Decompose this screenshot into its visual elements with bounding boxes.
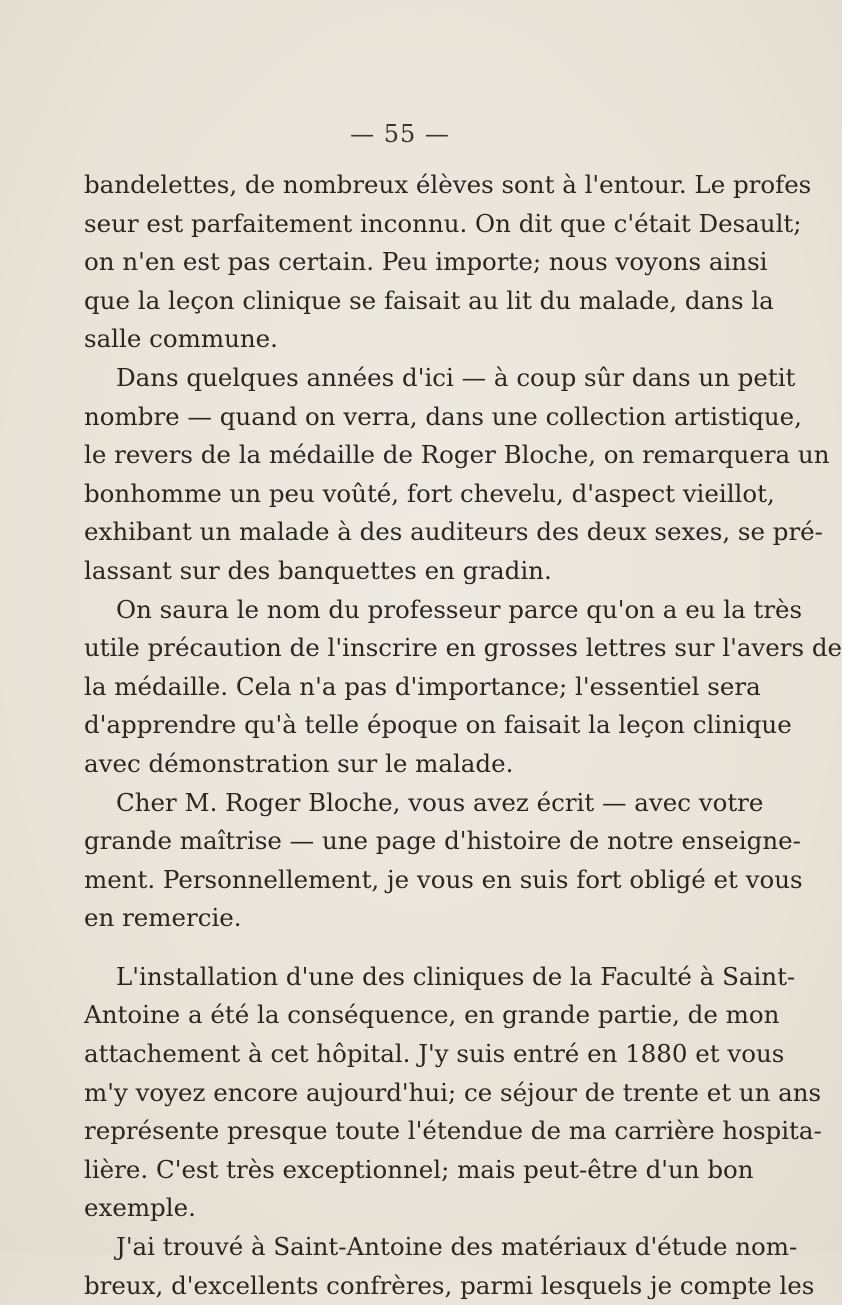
text-line: J'ai trouvé à Saint-Antoine des matériaux d'étude nom- bbox=[116, 1232, 798, 1262]
body-text bbox=[84, 166, 842, 1305]
text-line: exhibant un malade à des auditeurs des deux sexes, se pré- bbox=[84, 517, 823, 547]
text-line: L'installation d'une des cliniques de la Faculté à Saint- bbox=[116, 961, 796, 991]
text-line: salle commune. bbox=[84, 324, 278, 354]
text-line: nombre — quand on verra, dans une collection artistique, bbox=[84, 401, 802, 431]
paragraph-4 bbox=[84, 784, 803, 938]
text-line: utile précaution de l'inscrire en grosses lettres sur l'avers de bbox=[84, 633, 842, 663]
paragraph-3 bbox=[84, 591, 842, 784]
text-line: On saura le nom du professeur parce qu'on a eu la très bbox=[116, 594, 803, 624]
paragraph-1 bbox=[84, 166, 812, 359]
text-line: ment. Personnellement, je vous en suis fort obligé et vous bbox=[84, 864, 803, 894]
text-line: attachement à cet hôpital. J'y suis entré en 1880 et vous bbox=[84, 1039, 785, 1069]
text-line: le revers de la médaille de Roger Bloche, on remarquera un bbox=[84, 440, 830, 470]
paragraph-6 bbox=[84, 1228, 815, 1305]
text-line: avec démonstration sur le malade. bbox=[84, 748, 514, 778]
text-line: Antoine a été la conséquence, en grande partie, de mon bbox=[84, 1000, 780, 1030]
paragraph-2 bbox=[84, 359, 830, 591]
text-line: la médaille. Cela n'a pas d'importance; l'essentiel sera bbox=[84, 671, 761, 701]
text-line: exemple. bbox=[84, 1193, 196, 1223]
text-line: représente presque toute l'étendue de ma carrière hospita- bbox=[84, 1116, 822, 1146]
text-line: grande maîtrise — une page d'histoire de notre enseigne- bbox=[84, 826, 801, 856]
text-line: lière. C'est très exceptionnel; mais peut-être d'un bon bbox=[84, 1154, 754, 1184]
text-line: Cher M. Roger Bloche, vous avez écrit — avec votre bbox=[116, 787, 764, 817]
text-line: on n'en est pas certain. Peu importe; nous voyons ainsi bbox=[84, 247, 768, 277]
text-line: bonhomme un peu voûté, fort chevelu, d'aspect vieillot, bbox=[84, 478, 775, 508]
text-line: d'apprendre qu'à telle époque on faisait la leçon clinique bbox=[84, 710, 792, 740]
text-line: breux, d'excellents confrères, parmi lesquels je compte les bbox=[84, 1270, 815, 1300]
text-line: que la leçon clinique se faisait au lit du malade, dans la bbox=[84, 285, 774, 315]
paragraph-5 bbox=[84, 958, 822, 1228]
section-gap bbox=[84, 938, 724, 958]
text-line: bandelettes, de nombreux élèves sont à l'entour. Le profes bbox=[84, 170, 812, 199]
text-line: en remercie. bbox=[84, 903, 242, 933]
text-line: m'y voyez encore aujourd'hui; ce séjour de trente et un ans bbox=[84, 1077, 822, 1107]
page-number: — 55 — bbox=[350, 120, 450, 148]
text-line: lassant sur des banquettes en gradin. bbox=[84, 555, 552, 585]
text-line: seur est parfaitement inconnu. On dit que c'était Desault; bbox=[84, 208, 802, 238]
text-line: Dans quelques années d'ici — à coup sûr dans un petit bbox=[116, 362, 796, 392]
